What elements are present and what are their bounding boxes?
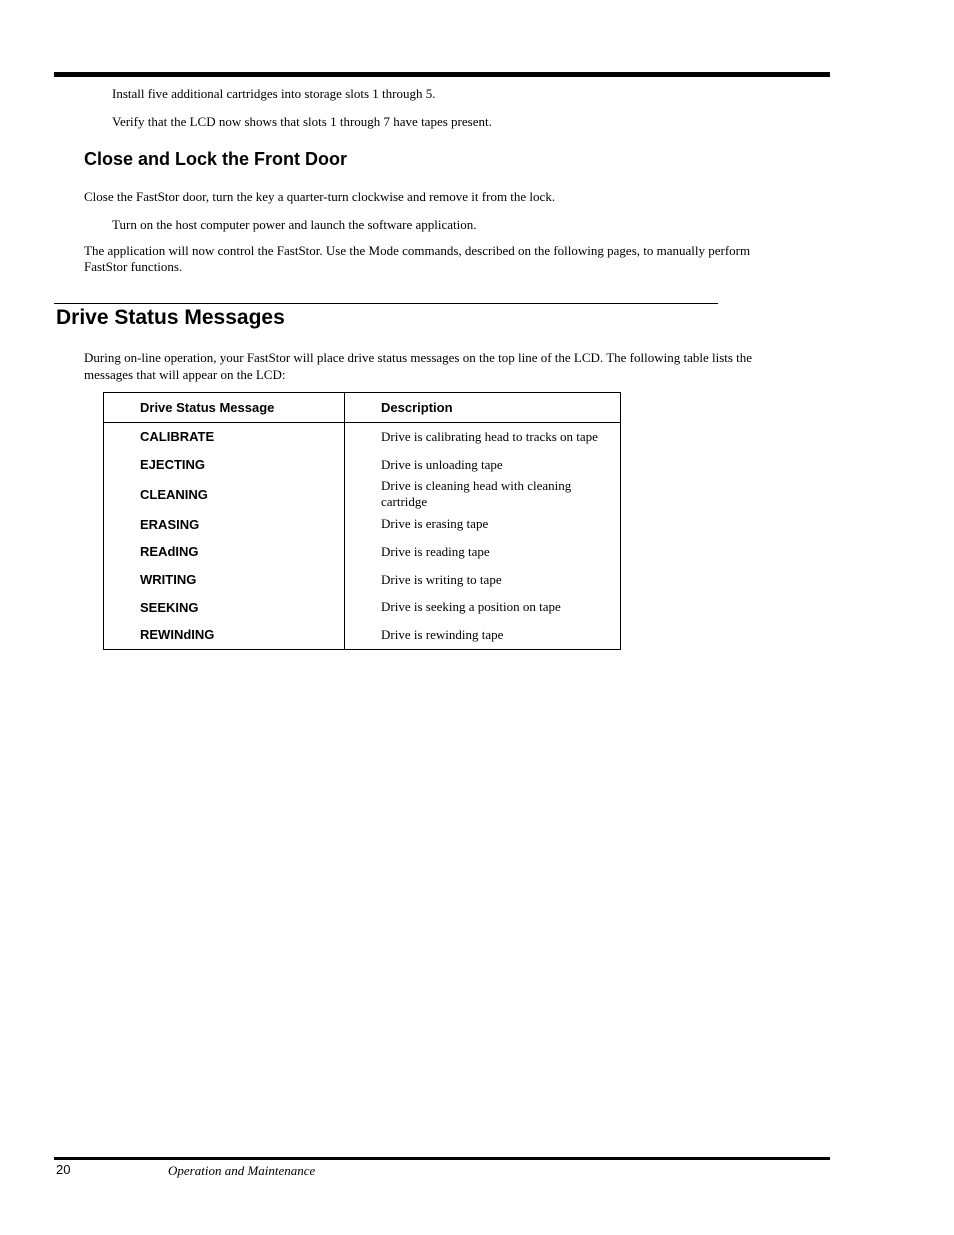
status-description: Drive is seeking a position on tape <box>381 599 561 615</box>
status-message: WRITING <box>104 566 345 594</box>
section-divider <box>54 303 718 304</box>
application-paragraph-line-2: FastStor functions. <box>84 259 183 274</box>
status-message: SEEKING <box>104 593 345 621</box>
drive-status-paragraph-line-1: During on-line operation, your FastStor will place drive status messages on the top line of the LCD. The following table lists the <box>84 350 753 365</box>
header-rule <box>54 72 830 77</box>
footer-rule <box>54 1157 830 1160</box>
table-header-row <box>104 393 621 423</box>
intro-step-2: Verify that the LCD now shows that slots 1 through 7 have tapes present. <box>112 114 492 129</box>
header-message: Drive Status Message <box>104 393 345 423</box>
intro-step-1: Install five additional cartridges into storage slots 1 through 5. <box>112 86 436 101</box>
table-row <box>104 478 621 510</box>
page-number: 20 <box>56 1162 71 1177</box>
status-message: REWINdING <box>104 621 345 649</box>
status-message: REAdING <box>104 538 345 566</box>
status-message: CLEANING <box>104 478 345 510</box>
drive-status-heading: Drive Status Messages <box>56 306 285 329</box>
table-row <box>104 451 621 479</box>
table-row <box>104 510 621 538</box>
status-message: ERASING <box>104 510 345 538</box>
table-row <box>104 538 621 566</box>
status-description: Drive is erasing tape <box>381 516 489 532</box>
status-description: Drive is cleaning head with cleaning cartridge <box>381 478 572 510</box>
status-message: CALIBRATE <box>104 423 345 451</box>
power-on-step: Turn on the host computer power and launch the software application. <box>112 217 477 232</box>
status-description: Drive is reading tape <box>381 543 490 559</box>
table-row <box>104 423 621 451</box>
table-row <box>104 566 621 594</box>
application-paragraph-line-1: The application will now control the FastStor. Use the Mode commands, described on the following pages, to manually perform <box>84 243 751 258</box>
status-message: EJECTING <box>104 451 345 479</box>
status-description: Drive is unloading tape <box>381 456 503 472</box>
status-description: Drive is writing to tape <box>381 571 502 587</box>
close-door-heading: Close and Lock the Front Door <box>84 149 348 169</box>
table-row <box>104 621 621 649</box>
table-row <box>104 593 621 621</box>
header-description: Description <box>345 393 621 423</box>
footer-title: Operation and Maintenance <box>168 1163 316 1178</box>
status-description: Drive is calibrating head to tracks on tape <box>381 428 598 444</box>
drive-status-table <box>103 392 621 650</box>
status-description: Drive is rewinding tape <box>381 626 504 642</box>
drive-status-paragraph-line-2: messages that will appear on the LCD: <box>84 367 286 382</box>
close-door-paragraph: Close the FastStor door, turn the key a quarter-turn clockwise and remove it from the lock. <box>84 189 556 204</box>
